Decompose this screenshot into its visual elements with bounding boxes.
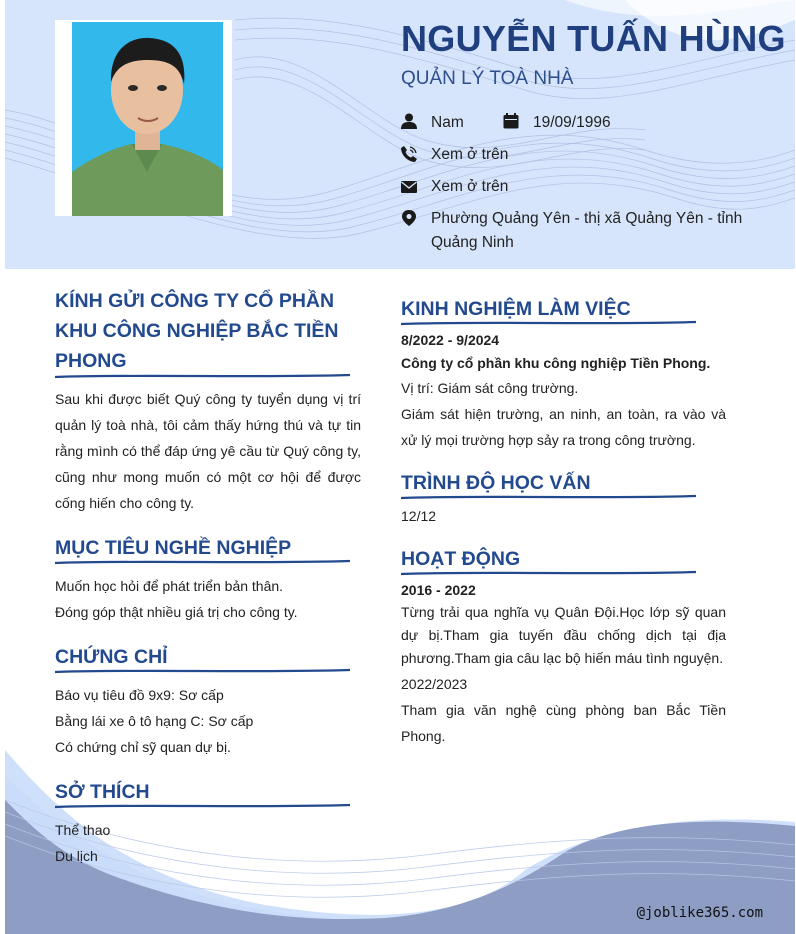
- hobbies-title: SỞ THÍCH: [55, 781, 150, 803]
- hobbies-title-underline: [55, 802, 350, 810]
- header-band: [5, 0, 795, 269]
- certificates-title-underline: [55, 667, 350, 675]
- cv-page: [5, 0, 795, 934]
- calendar-icon: [503, 113, 519, 129]
- education-value: 12/12: [401, 508, 437, 524]
- user-icon: [401, 113, 417, 129]
- experience-company: Công ty cổ phần khu công nghiệp Tiền Phong.: [401, 355, 711, 371]
- letter-title-underline: [55, 372, 350, 380]
- list-item: Du lịch: [55, 848, 98, 864]
- activities-title: HOẠT ĐỘNG: [401, 548, 521, 570]
- phone-value: Xem ở trên: [431, 146, 509, 163]
- activities-desc-2: Tham gia văn nghệ cùng phòng ban Bắc Tiền Phong.: [401, 702, 726, 744]
- person-portrait-icon: [72, 22, 223, 216]
- list-item: Muốn học hỏi để phát triển bản thân.: [55, 578, 284, 594]
- education-title: TRÌNH ĐỘ HỌC VẤN: [401, 472, 591, 494]
- email-value: Xem ở trên: [431, 178, 509, 195]
- activities-period: 2016 - 2022: [401, 582, 476, 598]
- objective-title: MỤC TIÊU NGHỀ NGHIỆP: [55, 537, 292, 559]
- map-pin-icon: [401, 210, 417, 226]
- envelope-icon: [401, 179, 417, 195]
- profile-photo-frame: [55, 20, 232, 216]
- experience-title-underline: [401, 319, 696, 327]
- birthday-value: 19/09/1996: [533, 114, 611, 131]
- letter-title: KÍNH GỬI CÔNG TY CỔ PHẦN KHU CÔNG NGHIỆP BẮC TIỀN PHONG: [55, 290, 339, 372]
- activities-period-2: 2022/2023: [401, 676, 468, 692]
- list-item: Thể thao: [55, 822, 111, 838]
- profile-photo: [72, 22, 223, 216]
- certificates-title: CHỨNG CHỈ: [55, 646, 168, 668]
- certificates-list: [55, 682, 361, 760]
- list-item: Bằng lái xe ô tô hạng C: Sơ cấp: [55, 713, 254, 729]
- activities-desc: Từng trải qua nghĩa vụ Quân Đội.Học lớp sỹ quan dự bị.Tham gia tuyến đầu chống dịch tại địa phương.Tham gia câu lạc bộ hiến máu tình nguyện.: [401, 604, 726, 666]
- phone-icon: [401, 146, 417, 162]
- candidate-role: QUẢN LÝ TOÀ NHÀ: [401, 68, 574, 89]
- activities-title-underline: [401, 569, 696, 577]
- list-item: Báo vụ tiêu đồ 9x9: Sơ cấp: [55, 687, 224, 703]
- gender-value: Nam: [431, 114, 464, 131]
- experience-period: 8/2022 - 9/2024 Công ty cổ phần khu công nghiệp Tiền Phong.: [401, 329, 726, 375]
- experience-desc: Giám sát hiện trường, an ninh, an toàn, ra vào và xử lý mọi trường hợp sảy ra trong công trường.: [401, 406, 726, 448]
- watermark: @joblike365.com: [636, 905, 763, 921]
- list-item: Có chứng chỉ sỹ quan dự bị.: [55, 739, 231, 755]
- candidate-name: NGUYỄN TUẤN HÙNG: [401, 18, 786, 59]
- address-value: Phường Quảng Yên - thị xã Quảng Yên - tỉnh Quảng Ninh: [431, 210, 743, 251]
- objective-list: [55, 573, 361, 625]
- education-title-underline: [401, 493, 696, 501]
- list-item: Đóng góp thật nhiều giá trị cho công ty.: [55, 604, 298, 620]
- letter-body: Sau khi được biết Quý công ty tuyển dụng vị trí quản lý toà nhà, tôi cảm thấy hứng thú và tự tin rằng mình có thể đáp ứng yê cầu từ Quý công ty, cũng như mong muốn có một cơ hội để được cống hiến cho công ty.: [55, 391, 361, 511]
- objective-title-underline: [55, 558, 350, 566]
- experience-position: Vị trí: Giám sát công trường.: [401, 380, 579, 396]
- experience-title: KINH NGHIỆM LÀM VIỆC: [401, 298, 631, 320]
- hobbies-list: [55, 817, 361, 869]
